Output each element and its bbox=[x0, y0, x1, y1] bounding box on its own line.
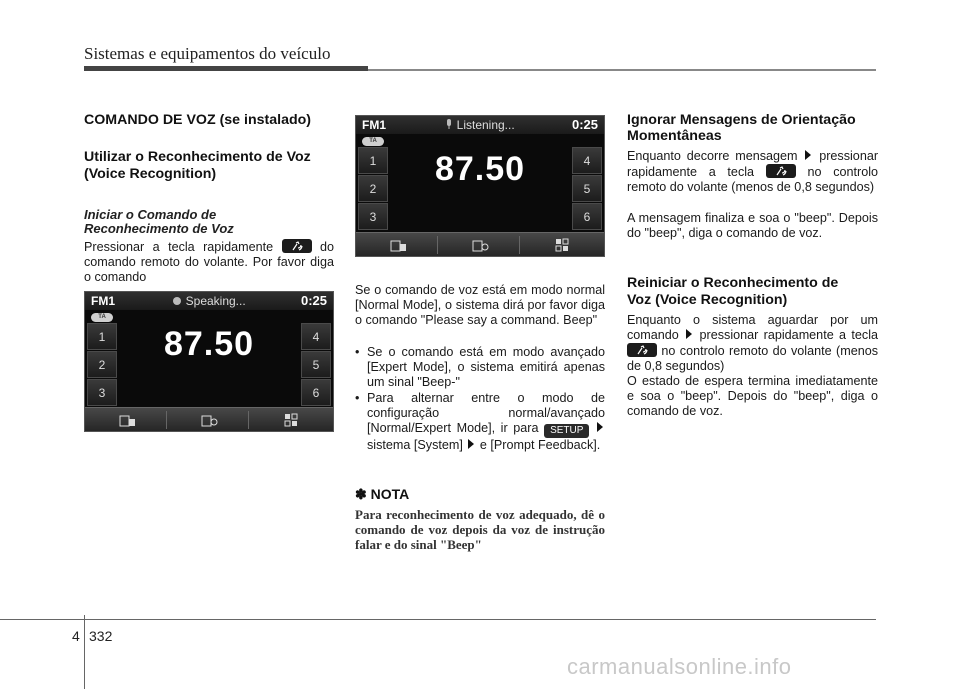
restart-text-1: Enquanto o sistema aguardar por um comando bbox=[627, 313, 878, 342]
start-heading-line-1: Iniciar o Comando de bbox=[84, 207, 217, 222]
ta-badge: TA bbox=[91, 313, 113, 322]
preset-button-5: 5 bbox=[572, 175, 602, 202]
note-title: ✽ NOTA bbox=[355, 486, 410, 502]
header-rule-thin bbox=[368, 69, 876, 71]
restart-text-3: no controlo remoto do volante (menos de 0,8 segundos) bbox=[627, 344, 878, 373]
radio-screen-speaking bbox=[84, 291, 334, 432]
section-title: COMANDO DE VOZ (se instalado) bbox=[84, 112, 312, 128]
subtitle-line-2: (Voice Recognition) bbox=[84, 166, 217, 182]
start-heading-line-2: Reconhecimento de Voz bbox=[84, 221, 234, 236]
heading-restart-line-2: Voz (Voice Recognition) bbox=[627, 292, 788, 308]
radio-screen-listening bbox=[355, 115, 605, 257]
preset-button-2: 2 bbox=[358, 175, 388, 202]
restart-text-2: pressionar rapidamente a tecla bbox=[699, 328, 879, 342]
scan-icon bbox=[201, 413, 219, 427]
screen-bottom-btn-1 bbox=[89, 411, 167, 429]
arrow-right-icon bbox=[597, 422, 603, 432]
header-rule bbox=[84, 66, 368, 71]
page-header-title: Sistemas e equipamentos do veículo bbox=[84, 44, 331, 63]
radio-list-icon bbox=[119, 413, 137, 427]
ignore-paragraph-2: A mensagem finaliza e soa o "beep". Depois do "beep", diga o comando de voz. bbox=[627, 211, 878, 240]
ignore-paragraph-1 bbox=[627, 149, 878, 195]
speaker-icon bbox=[172, 296, 182, 306]
screen-bottombar bbox=[85, 407, 333, 431]
preset-button-6: 6 bbox=[301, 379, 331, 406]
bullet-switch-text-2: sistema [System] bbox=[367, 438, 463, 452]
ignore-text-2: pressionar rapidamente a tecla bbox=[627, 149, 879, 179]
watermark: carmanualsonline.info bbox=[567, 654, 792, 679]
arrow-right-icon bbox=[805, 150, 811, 160]
start-text-before-key: Pressionar a tecla rapidamente bbox=[84, 240, 274, 254]
scan-icon bbox=[472, 238, 490, 252]
preset-button-4: 4 bbox=[301, 323, 331, 350]
menu-grid-icon bbox=[554, 238, 572, 252]
page-number: 332 bbox=[89, 628, 113, 644]
note-body: Para reconhecimento de voz adequado, dê o comando de voz depois da voz de instrução falar e do sinal "Beep" bbox=[355, 507, 605, 552]
menu-grid-icon bbox=[283, 413, 301, 427]
screen-status bbox=[85, 294, 333, 309]
microphone-icon bbox=[445, 119, 453, 130]
preset-button-3: 3 bbox=[87, 379, 117, 406]
footer-divider bbox=[84, 615, 85, 689]
screen-status bbox=[356, 118, 604, 133]
screen-topbar bbox=[85, 292, 333, 310]
preset-button-2: 2 bbox=[87, 351, 117, 378]
bullet-switch-text-3: e [Prompt Feedback]. bbox=[479, 438, 601, 452]
bullet-switch-mode bbox=[355, 391, 605, 453]
talk-key-icon bbox=[627, 343, 657, 357]
restart-paragraph-2: O estado de espera termina imediatamente e soa o "beep". Depois do "beep", diga o comando de voz. bbox=[627, 374, 878, 418]
screen-band: FM1 bbox=[362, 118, 386, 132]
radio-list-icon bbox=[390, 238, 408, 252]
mode-paragraph: Se o comando de voz está em modo normal [Normal Mode], o sistema dirá por favor diga o comando "Please say a command. Beep" bbox=[355, 283, 605, 327]
screen-time: 0:25 bbox=[571, 117, 598, 132]
bullet-expert-mode: • Se o comando está em modo avançado [Expert Mode], o sistema emitirá apenas um sinal "Beep-" bbox=[355, 345, 605, 390]
footer-rule bbox=[0, 619, 876, 620]
preset-button-4: 4 bbox=[572, 147, 602, 174]
talk-key-icon bbox=[282, 239, 312, 253]
frequency-display: 87.50 bbox=[163, 325, 255, 363]
preset-button-5: 5 bbox=[301, 351, 331, 378]
preset-button-3: 3 bbox=[358, 203, 388, 230]
screen-topbar bbox=[356, 116, 604, 134]
screen-bottom-btn-1 bbox=[360, 236, 438, 254]
heading-restart-line-1: Reiniciar o Reconhecimento de bbox=[627, 275, 839, 291]
restart-paragraph-1 bbox=[627, 313, 878, 374]
arrow-right-icon bbox=[686, 329, 692, 339]
setup-key: SETUP bbox=[544, 424, 589, 438]
screen-bottom-btn-2 bbox=[442, 236, 520, 254]
preset-button-1: 1 bbox=[87, 323, 117, 350]
chapter-number: 4 bbox=[72, 628, 80, 644]
screen-bottom-btn-2 bbox=[171, 411, 249, 429]
subtitle-line-1: Utilizar o Reconhecimento de Voz bbox=[84, 149, 311, 165]
screen-status-text: Listening... bbox=[456, 118, 515, 132]
screen-status-text: Speaking... bbox=[185, 294, 246, 308]
screen-band: FM1 bbox=[91, 294, 115, 308]
preset-button-1: 1 bbox=[358, 147, 388, 174]
preset-button-6: 6 bbox=[572, 203, 602, 230]
ta-badge: TA bbox=[362, 137, 384, 146]
screen-bottom-btn-3 bbox=[524, 236, 602, 254]
talk-key-icon bbox=[766, 164, 796, 178]
bullet-switch-text-1: Para alternar entre o modo de configuração normal/avançado [Normal/Expert Mode], ir para bbox=[367, 391, 605, 435]
arrow-right-icon bbox=[468, 439, 474, 449]
screen-time: 0:25 bbox=[300, 293, 327, 308]
screen-bottombar bbox=[356, 232, 604, 256]
start-paragraph bbox=[84, 239, 334, 285]
start-text-after-key: do comando remoto do volante. Por favor diga o comando bbox=[84, 240, 335, 284]
ignore-text-3: no controlo remoto do volante (menos de 0,8 segundos) bbox=[627, 165, 879, 194]
screen-bottom-btn-3 bbox=[253, 411, 331, 429]
heading-ignore-line-2: Momentâneas bbox=[627, 128, 722, 144]
frequency-display: 87.50 bbox=[434, 150, 526, 188]
heading-ignore-line-1: Ignorar Mensagens de Orientação bbox=[627, 112, 856, 128]
ignore-text-1: Enquanto decorre mensagem bbox=[627, 149, 798, 163]
